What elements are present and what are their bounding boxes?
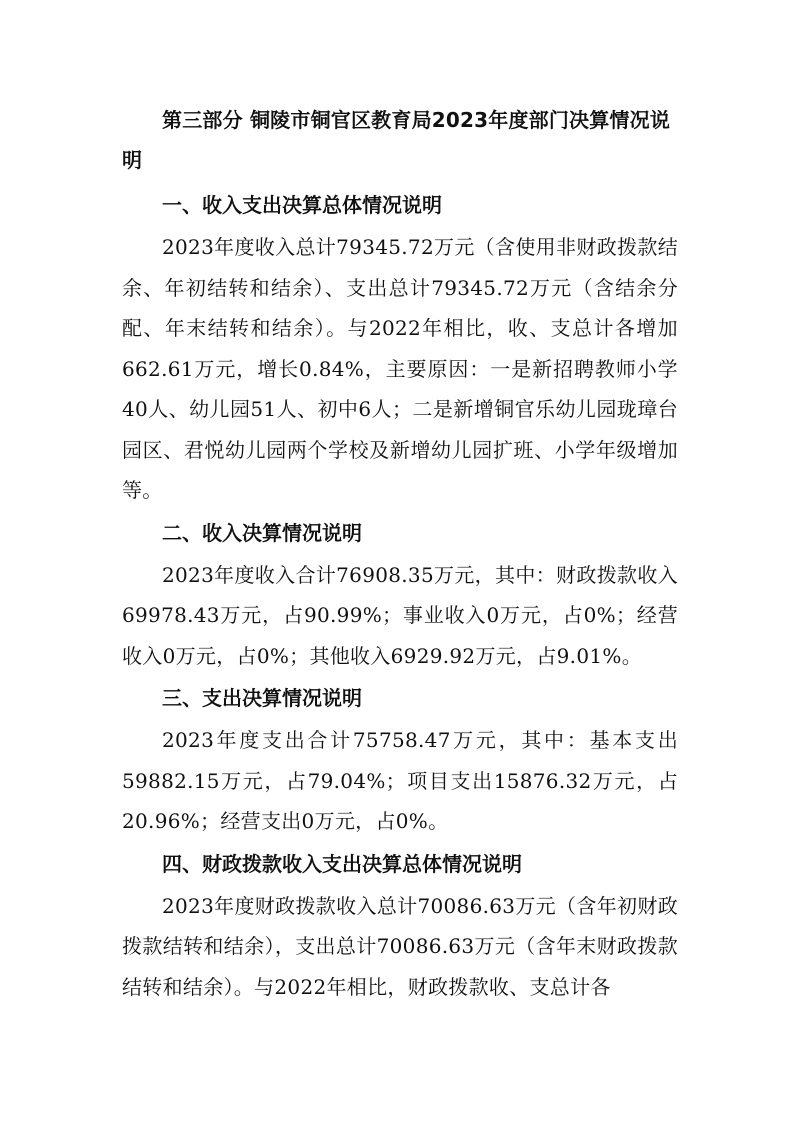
section-paragraph-income: 2023年度收入合计76908.35万元，其中：财政拨款收入69978.43万元，占90.99%；事业收入0万元，占0%；经营收入0万元，占0%；其他收入6929.92万元，占9.01%。 [122,562,678,668]
section-heading-fiscal-appropriation: 四、财政拨款收入支出决算总体情况说明 [162,851,522,876]
section-heading-income-expenditure-overview: 一、收入支出决算总体情况说明 [162,193,442,217]
section-paragraph-expenditure: 2023年度支出合计75758.47万元，其中：基本支出59882.15万元，占79.04%；项目支出15876.32万元，占20.96%；经营支出0万元，占0%。 [122,728,678,833]
section-paragraph-income-expenditure-overview: 2023年度收入总计79345.72万元（含使用非财政拨款结余、年初结转和结余）、支出总计79345.72万元（含结余分配、年末结转和结余）。与2022年相比，收、支总计各增加662.61万元，增长0.84%，主要原因：一是新招聘教师小学40人、幼儿园51人、初中6人；二是新增铜官乐幼儿园珑璋台园区、君悦幼儿园两个学校及新增幼儿园扩班、小学年级增加等。 [122,235,678,502]
section-paragraph-fiscal-appropriation: 2023年度财政拨款收入总计70086.63万元（含年初财政拨款结转和结余），支出总计70086.63万元（含年末财政拨款结转和结余）。与2022年相比，财政拨款收、支总计各 [122,893,678,999]
section-heading-expenditure: 三、支出决算情况说明 [162,686,362,710]
section-heading-income: 二、收入决算情况说明 [162,520,362,545]
document-body [122,100,678,1009]
document-title: 第三部分 铜陵市铜官区教育局2023年度部门决算情况说明 [122,108,671,172]
